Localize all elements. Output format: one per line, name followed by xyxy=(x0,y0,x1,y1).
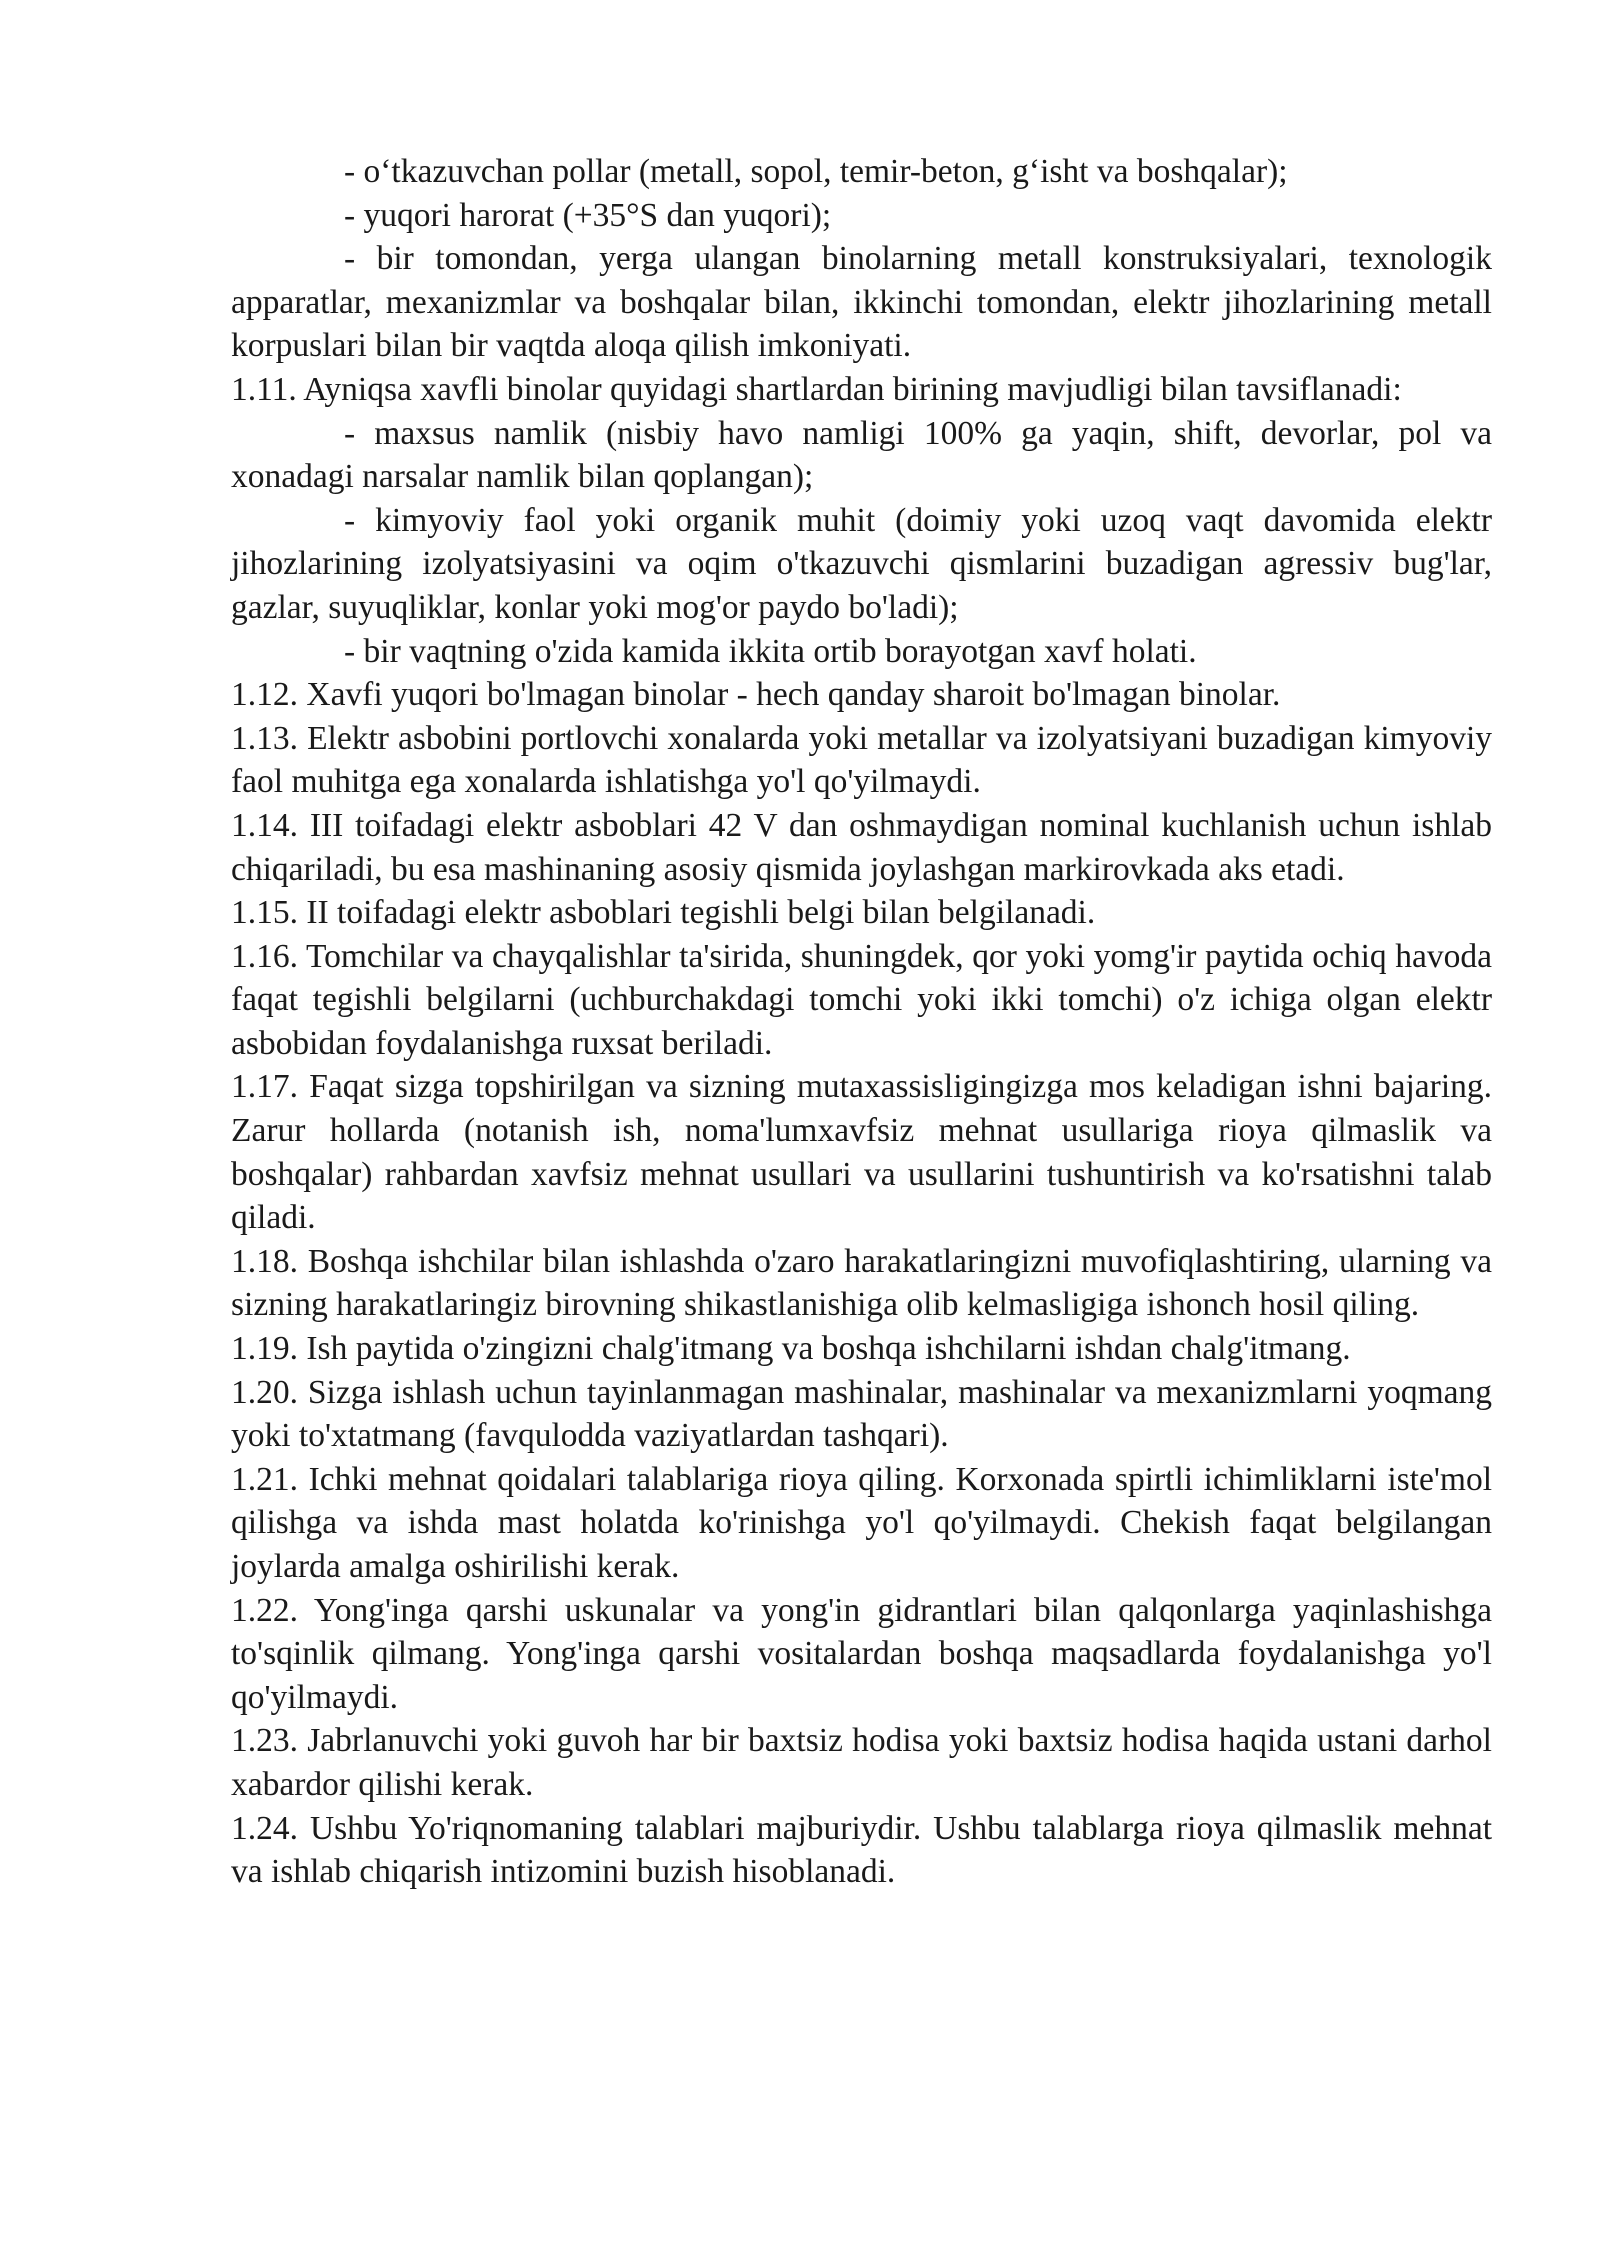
paragraph-1-18: 1.18. Boshqa ishchilar bilan ishlashda o'zaro harakatlaringizni muvofiqlashtiring, ularning va sizning harakatlaringiz birovning shikastlanishiga olib kelmasligiga ishonch hosil qiling. xyxy=(231,1242,1492,1324)
document-page xyxy=(231,150,1492,1894)
paragraph-bullet-contact: - bir tomondan, yerga ulangan binolarning metall konstruksiyalari, texnologik apparatlar, mexanizmlar va boshqalar bilan, ikkinchi tomondan, elektr jihozlarining metall korpuslari bilan bir vaqtda aloqa qilish imkoniyati. xyxy=(231,240,1492,365)
paragraph-1-14: 1.14. III toifadagi elektr asboblari 42 V dan oshmaydigan nominal kuchlanish uchun ishlab chiqariladi, bu esa mashinaning asosiy qismida joylashgan markirovkada aks etadi. xyxy=(231,806,1492,888)
paragraph-1-23: 1.23. Jabrlanuvchi yoki guvoh har bir baxtsiz hodisa yoki baxtsiz hodisa haqida ustani darhol xabardor qilishi kerak. xyxy=(231,1722,1492,1803)
paragraph-1-16: 1.16. Tomchilar va chayqalishlar ta'sirida, shuningdek, qor yoki yomg'ir paytida ochiq havoda faqat tegishli belgilarni (uchburchakdagi tomchi yoki ikki tomchi) o'z ichiga olgan elektr asbobidan foydalanishga ruxsat beriladi. xyxy=(231,937,1492,1062)
paragraph-1-11: 1.11. Ayniqsa xavfli binolar quyidagi shartlardan birining mavjudligi bilan tavsiflanadi: xyxy=(231,370,1402,408)
paragraph-1-21: 1.21. Ichki mehnat qoidalari talablariga rioya qiling. Korxonada spirtli ichimliklarni iste'mol qilishga va ishda mast holatda ko'rinishga yo'l qo'yilmaydi. Chekish faqat belgilangan joylarda amalga oshirilishi kerak. xyxy=(231,1460,1492,1585)
paragraph-1-13: 1.13. Elektr asbobini portlovchi xonalarda yoki metallar va izolyatsiyani buzadigan kimyoviy faol muhitga ega xonalarda ishlatishga yo'l qo'yilmaydi. xyxy=(231,719,1492,801)
paragraph-1-12: 1.12. Xavfi yuqori bo'lmagan binolar - hech qanday sharoit bo'lmagan binolar. xyxy=(231,676,1281,714)
paragraph-1-20: 1.20. Sizga ishlash uchun tayinlanmagan mashinalar, mashinalar va mexanizmlarni yoqmang yoki to'xtatmang (favqulodda vaziyatlardan tashqari). xyxy=(231,1373,1492,1455)
paragraph-bullet-two-conditions: - bir vaqtning o'zida kamida ikkita ortib borayotgan xavf holati. xyxy=(344,632,1197,670)
paragraph-1-24: 1.24. Ushbu Yo'riqnomaning talablari majburiydir. Ushbu talablarga rioya qilmaslik mehnat va ishlab chiqarish intizomini buzish hisoblanadi. xyxy=(231,1809,1492,1891)
paragraph-bullet-temperature: - yuqori harorat (+35°S dan yuqori); xyxy=(344,196,832,234)
paragraph-1-17: 1.17. Faqat sizga topshirilgan va sizning mutaxassisligingizga mos keladigan ishni bajaring. Zarur hollarda (notanish ish, noma'lumxavfsiz mehnat usullariga rioya qilmaslik va boshqalar) rahbardan xavfsiz mehnat usullari va usullarini tushuntirish va ko'rsatishni talab qiladi. xyxy=(231,1068,1492,1237)
paragraph-1-15: 1.15. II toifadagi elektr asboblari tegishli belgi bilan belgilanadi. xyxy=(231,894,1096,932)
paragraph-bullet-floors: - o‘tkazuvchan pollar (metall, sopol, temir-beton, g‘isht va boshqalar); xyxy=(344,153,1288,190)
paragraph-bullet-chemical: - kimyoviy faol yoki organik muhit (doimiy yoki uzoq vaqt davomida elektr jihozlarining izolyatsiyasini va oqim o'tkazuvchi qismlarini buzadigan agressiv bug'lar, gazlar, suyuqliklar, konlar yoki mog'or paydo bo'ladi); xyxy=(231,501,1492,626)
paragraph-1-19: 1.19. Ish paytida o'zingizni chalg'itmang va boshqa ishchilarni ishdan chalg'itmang. xyxy=(231,1330,1351,1368)
paragraph-1-22: 1.22. Yong'inga qarshi uskunalar va yong'in gidrantlari bilan qalqonlarga yaqinlashishga to'sqinlik qilmang. Yong'inga qarshi vositalardan boshqa maqsadlarda foydalanishga yo'l qo'yilmaydi. xyxy=(231,1591,1492,1716)
paragraph-bullet-humidity: - maxsus namlik (nisbiy havo namligi 100% ga yaqin, shift, devorlar, pol va xonadagi narsalar namlik bilan qoplangan); xyxy=(231,414,1492,496)
